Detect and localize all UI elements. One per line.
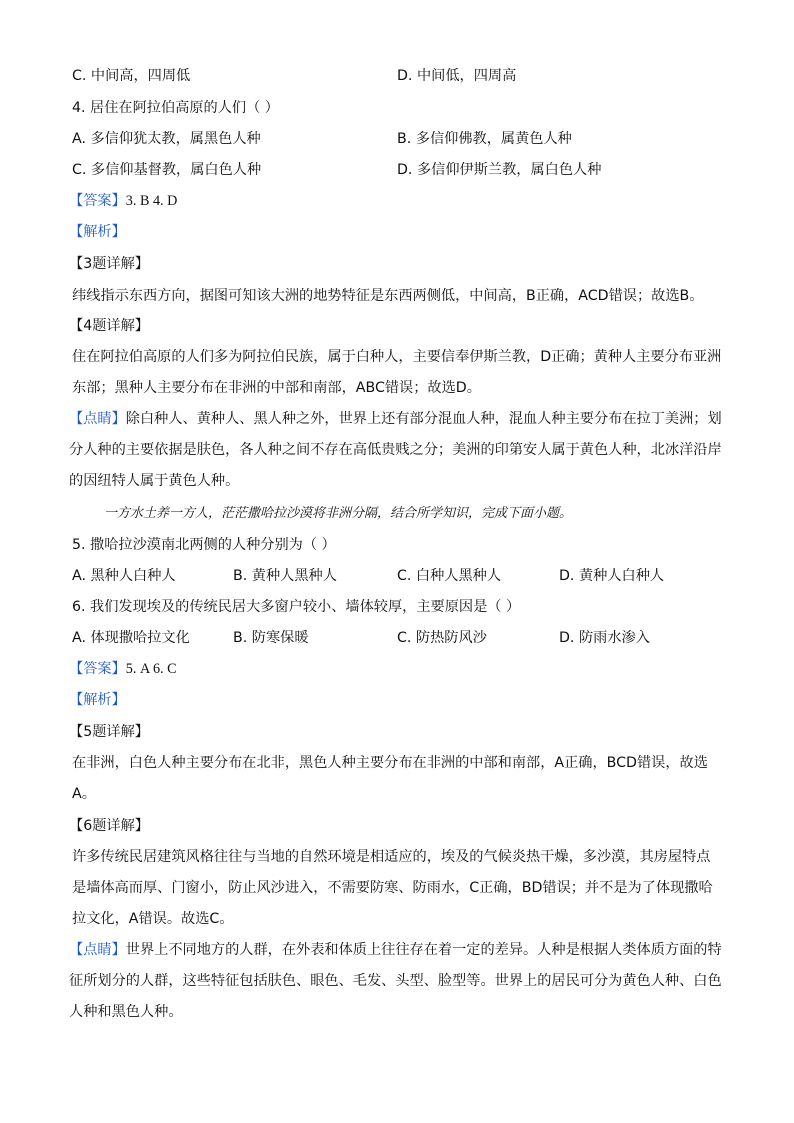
answer-tag: 【答案】 (69, 193, 126, 209)
detail-3-tag: 【3题详解】 (69, 256, 149, 272)
detail-4-text: 住在阿拉伯高原的人们多为阿拉伯民族，属于白种人，主要信奉伊斯兰教，D正确；黄种人主要分布亚洲东部；黑种人主要分布在非洲的中部和南部，ABC错误；故选D。 (72, 349, 722, 396)
q4-option-c: C. 多信仰基督教，属白色人种 (72, 162, 262, 178)
tip-text: 除白种人、黄种人、黑人种之外，世界上还有部分混血人种，混血人种主要分布在拉丁美洲；划分人种的主要依据是肤色，各人种之间不存在高低贵贱之分；美洲的印第安人属于黄色人种，北冰洋沿岸的因纽特人属于黄色人种。 (69, 411, 722, 489)
q4-option-b: B. 多信仰佛教，属黄色人种 (397, 131, 572, 147)
detail-5-tag: 【5题详解】 (69, 724, 149, 740)
q4-option-d: D. 多信仰伊斯兰教，属白色人种 (397, 162, 602, 178)
answer-5-6 (69, 659, 177, 679)
analysis-tag: 【解析】 (69, 224, 126, 240)
detail-6-text: 许多传统民居建筑风格往往与当地的自然环境是相适应的，埃及的气候炎热干燥，多沙漠，其房屋特点是墙体高而厚、门窗小，防止风沙进入，不需要防寒、防雨水，C正确，BD错误；并不是为了体现撒哈拉文化，A错误。故选C。 (72, 849, 713, 927)
answer-3-4 (69, 191, 177, 211)
answer-text: 3. B 4. D (125, 193, 178, 209)
q5-option-c: C. 白种人黑种人 (397, 568, 502, 584)
detail-6-tag: 【6题详解】 (69, 818, 149, 834)
q5-option-a: A. 黑种人白种人 (72, 568, 176, 584)
q6-option-c: C. 防热防风沙 (397, 630, 487, 646)
q3-option-c: C. 中间高，四周低 (72, 68, 191, 84)
q4-stem: 4. 居住在阿拉伯高原的人们（ ） (72, 100, 279, 116)
tip-text: 世界上不同地方的人群，在外表和体质上往往存在着一定的差异。人种是根据人类体质方面的特征所划分的人群，这些特征包括肤色、眼色、毛发、头型、脸型等。世界上的居民可分为黄色人种、白色人种和黑色人种。 (69, 942, 722, 1020)
q6-option-b: B. 防寒保暖 (233, 630, 309, 646)
q3-option-d: D. 中间低，四周高 (397, 68, 517, 84)
question-group-intro: 一方水土养一方人，茫茫撒哈拉沙漠将非洲分隔，结合所学知识，完成下面小题。 (104, 506, 573, 521)
answer-tag: 【答案】 (69, 661, 126, 677)
q5-option-d: D. 黄种人白种人 (559, 568, 665, 584)
q6-option-d: D. 防雨水渗入 (559, 630, 650, 646)
q6-option-a: A. 体现撒哈拉文化 (72, 630, 190, 646)
q5-stem: 5. 撒哈拉沙漠南北两侧的人种分别为（ ） (72, 537, 336, 553)
tip-tag: 【点睛】 (69, 942, 126, 958)
detail-4-tag: 【4题详解】 (69, 318, 149, 334)
tip-tag: 【点睛】 (69, 411, 126, 427)
tip-1 (69, 404, 722, 497)
q4-option-a: A. 多信仰犹太教，属黑色人种 (72, 131, 261, 147)
tip-2 (69, 935, 722, 1028)
q6-stem: 6. 我们发现埃及的传统民居大多窗户较小、墙体较厚，主要原因是（ ） (72, 599, 521, 615)
answer-text: 5. A 6. C (125, 661, 177, 677)
detail-5-text: 在非洲，白色人种主要分布在北非，黑色人种主要分布在非洲的中部和南部，A正确，BCD错误，故选A。 (72, 755, 708, 802)
q5-option-b: B. 黄种人黑种人 (233, 568, 337, 584)
detail-3-text: 纬线指示东西方向，据图可知该大洲的地势特征是东西两侧低，中间高，B正确，ACD错误；故选B。 (72, 288, 704, 304)
analysis-tag: 【解析】 (69, 692, 126, 708)
